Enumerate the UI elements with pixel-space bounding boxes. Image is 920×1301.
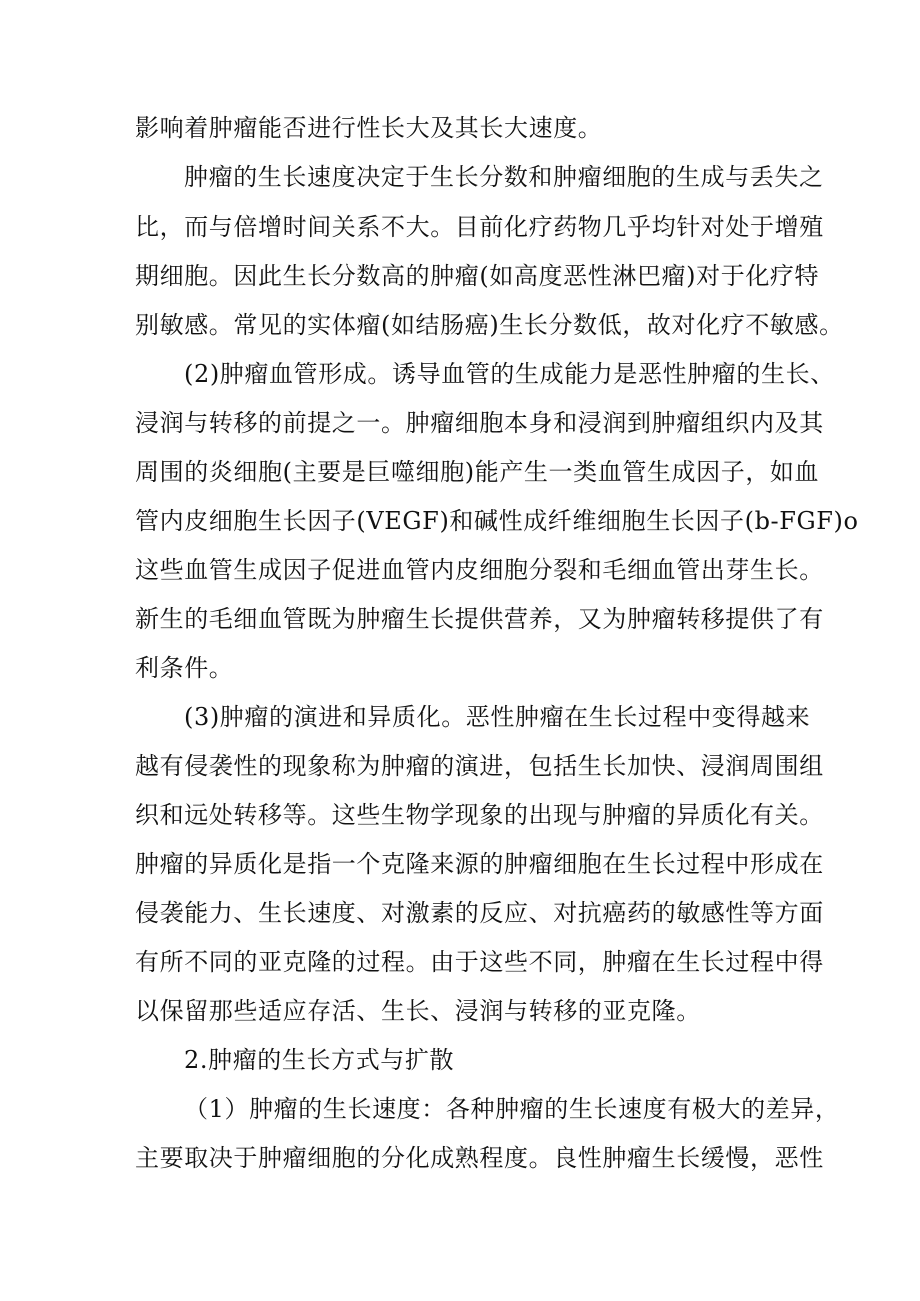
text-line: 这些血管生成因子促进血管内皮细胞分裂和毛细血管出芽生长。: [135, 556, 824, 584]
text-line: (3)肿瘤的演进和异质化。恶性肿瘤在生长过程中变得越来: [184, 703, 811, 731]
text-line: 有所不同的亚克隆的过程。由于这些不同，肿瘤在生长过程中得: [135, 948, 824, 976]
text-line: 利条件。: [135, 654, 234, 682]
text-line: 管内皮细胞生长因子(VEGF)和碱性成纤维细胞生长因子(b-FGF)o: [135, 507, 859, 535]
text-line: 别敏感。常见的实体瘤(如结肠癌)生长分数低，故对化疗不敏感。: [135, 311, 844, 339]
text-line: 织和远处转移等。这些生物学现象的出现与肿瘤的异质化有关。: [135, 801, 824, 829]
text-line: 新生的毛细血管既为肿瘤生长提供营养，又为肿瘤转移提供了有: [135, 605, 824, 633]
text-line: （1）肿瘤的生长速度：各种肿瘤的生长速度有极大的差异，: [184, 1095, 840, 1123]
text-line: 周围的炎细胞(主要是巨噬细胞)能产生一类血管生成因子，如血: [135, 458, 820, 486]
text-line: 比，而与倍增时间关系不大。目前化疗药物几乎均针对处于增殖: [135, 213, 824, 241]
text-line: 浸润与转移的前提之一。肿瘤细胞本身和浸润到肿瘤组织内及其: [135, 409, 824, 437]
text-line: (2)肿瘤血管形成。诱导血管的生成能力是恶性肿瘤的生长、: [184, 360, 835, 388]
text-line: 肿瘤的生长速度决定于生长分数和肿瘤细胞的生成与丢失之: [184, 163, 824, 191]
text-line: 侵袭能力、生长速度、对激素的反应、对抗癌药的敏感性等方面: [135, 899, 824, 927]
text-line: 影响着肿瘤能否进行性长大及其长大速度。: [135, 114, 603, 142]
text-line: 主要取决于肿瘤细胞的分化成熟程度。良性肿瘤生长缓慢，恶性: [135, 1144, 824, 1172]
section-heading: 2.肿瘤的生长方式与扩散: [184, 1046, 455, 1074]
text-line: 肿瘤的异质化是指一个克隆来源的肿瘤细胞在生长过程中形成在: [135, 850, 824, 878]
text-line: 越有侵袭性的现象称为肿瘤的演进，包括生长加快、浸润周围组: [135, 752, 824, 780]
text-line: 期细胞。因此生长分数高的肿瘤(如高度恶性淋巴瘤)对于化疗特: [135, 262, 820, 290]
text-line: 以保留那些适应存活、生长、浸润与转移的亚克隆。: [135, 997, 701, 1025]
